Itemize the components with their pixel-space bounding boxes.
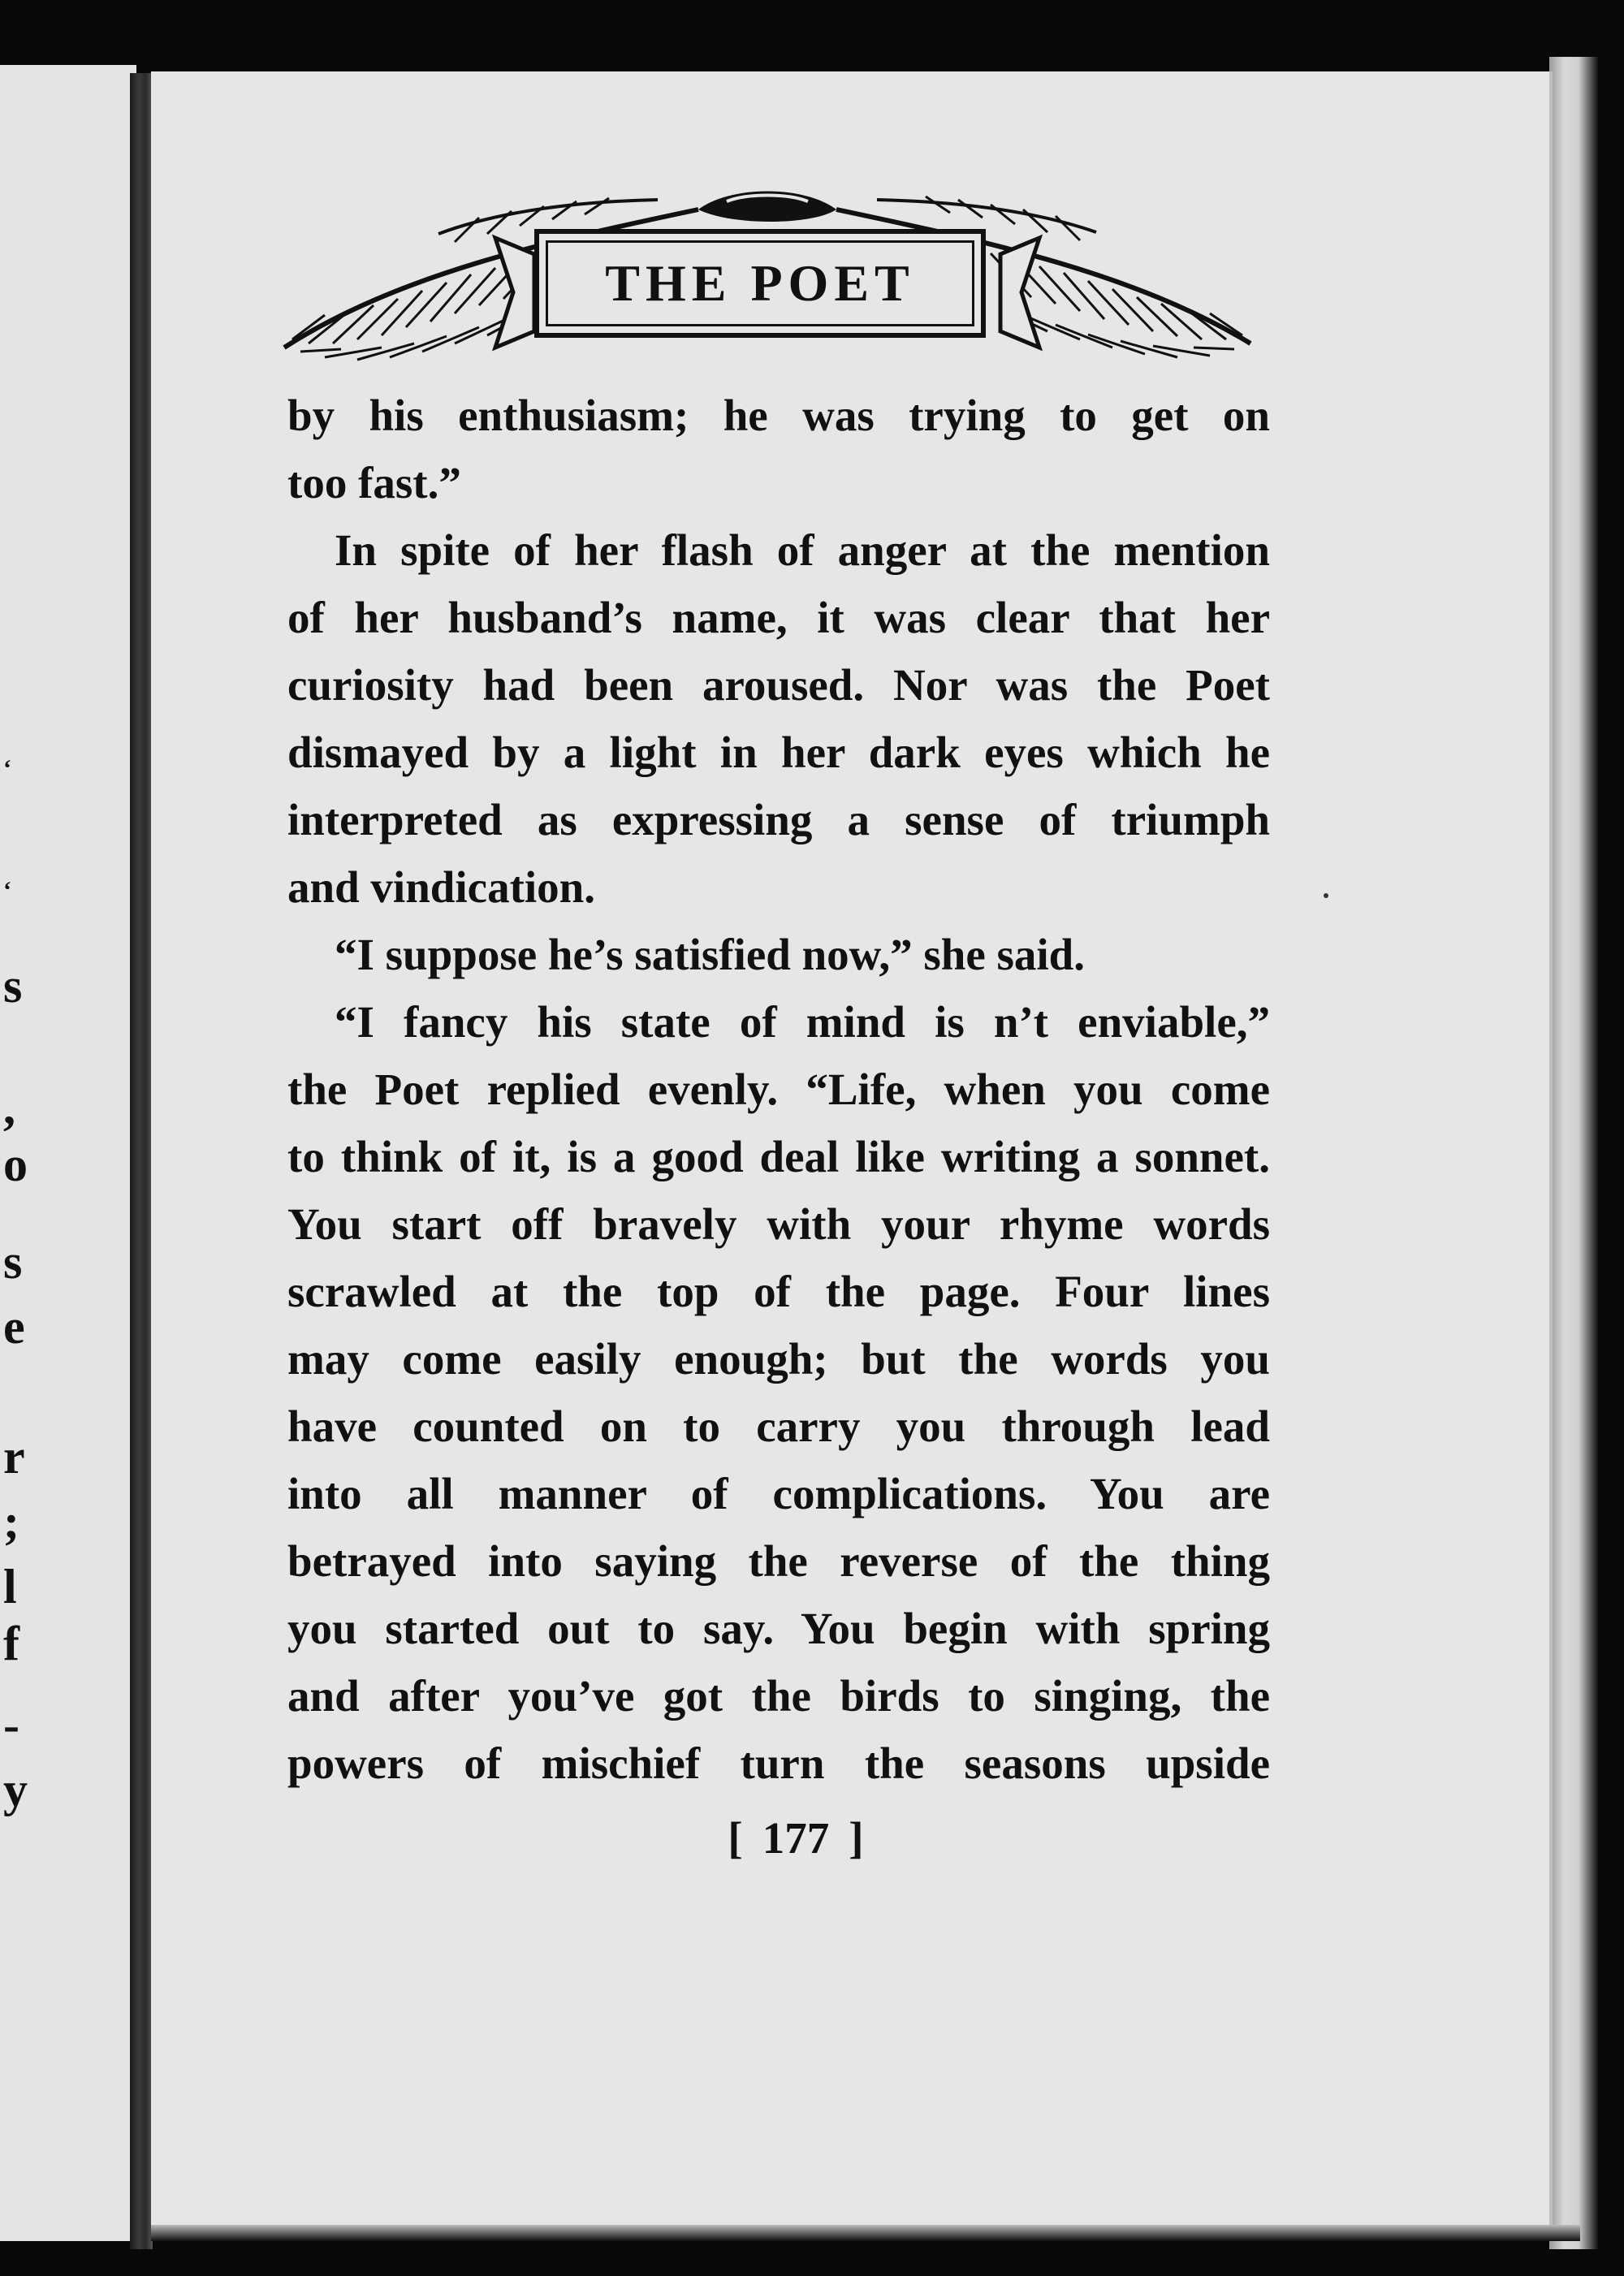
text-line: curiosity had been aroused. Nor was the Poet (287, 660, 1270, 710)
left-fragment: y (3, 1763, 28, 1816)
folio-open-bracket: [ (728, 1813, 743, 1863)
left-page-text-fragments (0, 65, 136, 2241)
page-edge-shadow (1549, 57, 1598, 2249)
text-line: scrawled at the top of the page. Four lines (287, 1267, 1270, 1316)
text-line: and vindication. (287, 862, 596, 912)
book-gutter (130, 73, 153, 2249)
text-line: betrayed into saying the reverse of the thing (287, 1536, 1270, 1586)
folio-close-bracket: ] (849, 1813, 864, 1863)
text-line: too fast.” (287, 458, 461, 507)
text-line: to think of it, is a good deal like writing a sonnet. (287, 1132, 1270, 1181)
running-head-frame (534, 229, 986, 338)
text-line: by his enthusiasm; he was trying to get on (287, 391, 1270, 440)
text-line: interpreted as expressing a sense of triumph (287, 795, 1270, 844)
left-fragment: s (3, 959, 23, 1013)
text-line: dismayed by a light in her dark eyes which he (287, 728, 1270, 777)
text-line: have counted on to carry you through lead (287, 1401, 1270, 1451)
text-line: “I fancy his state of mind is n’t enviable,” (335, 997, 1270, 1047)
folio-number: 177 (762, 1813, 830, 1863)
running-head-title: THE POET (605, 254, 915, 312)
page-number (0, 1812, 1624, 1864)
text-line: may come easily enough; but the words you (287, 1334, 1270, 1384)
text-line: powers of mischief turn the seasons upside (287, 1738, 1270, 1788)
scan-speck (1324, 893, 1328, 898)
left-fragment: o (3, 1138, 28, 1191)
page-bottom-edge (151, 2225, 1580, 2241)
page-number-group (708, 1812, 883, 1864)
left-fragment: - (3, 1698, 19, 1751)
left-fragment: ‘ (3, 755, 11, 782)
body-text (287, 382, 1270, 1797)
text-line: and after you’ve got the birds to singing, the (287, 1671, 1270, 1721)
text-line: In spite of her flash of anger at the mention (335, 525, 1270, 575)
left-fragment: ; (3, 1495, 19, 1548)
text-line: you started out to say. You begin with spring (287, 1604, 1270, 1653)
left-fragment: , (3, 1081, 15, 1134)
left-fragment: f (3, 1617, 19, 1670)
left-fragment: l (3, 1560, 17, 1613)
running-head-ornament (276, 177, 1259, 364)
text-line: into all manner of complications. You are (287, 1469, 1270, 1518)
left-page-edge (0, 65, 136, 2241)
text-line: “I suppose he’s satisfied now,” she said. (335, 930, 1086, 979)
left-fragment: r (3, 1430, 25, 1484)
text-line: of her husband’s name, it was clear that her (287, 593, 1270, 642)
left-fragment: s (3, 1235, 23, 1289)
text-line: the Poet replied evenly. “Life, when you come (287, 1065, 1270, 1114)
running-head-inner-frame (546, 240, 974, 326)
left-fragment: ‘ (3, 877, 11, 904)
left-fragment: e (3, 1300, 25, 1354)
text-line: You start off bravely with your rhyme words (287, 1199, 1270, 1249)
